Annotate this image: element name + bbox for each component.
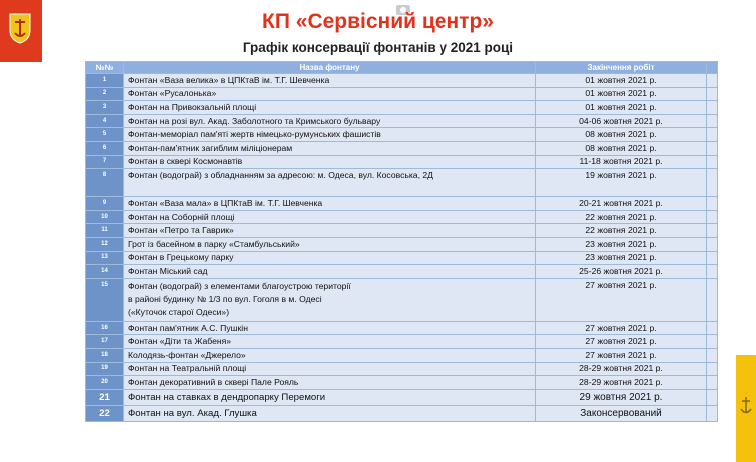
row-name: Фонтан-меморіал пам'яті жертв німецько-румунських фашистів <box>124 128 536 142</box>
row-filler <box>707 389 718 405</box>
table-row <box>86 278 718 321</box>
row-num: 21 <box>86 389 124 405</box>
row-name: Фонтан в Грецькому парку <box>124 251 536 265</box>
row-name: Фонтан «Русалонька» <box>124 87 536 101</box>
row-date: 19 жовтня 2021 р. <box>536 169 707 197</box>
header-date: Закінчення робіт <box>536 62 707 74</box>
row-date: 08 жовтня 2021 р. <box>536 141 707 155</box>
row-filler <box>707 210 718 224</box>
row-date: 01 жовтня 2021 р. <box>536 101 707 115</box>
table-row <box>86 389 718 405</box>
table-row <box>86 101 718 115</box>
row-num: 7 <box>86 155 124 169</box>
row-filler <box>707 155 718 169</box>
table-row <box>86 265 718 279</box>
row-date: 01 жовтня 2021 р. <box>536 87 707 101</box>
row-num: 13 <box>86 251 124 265</box>
table-row <box>86 362 718 376</box>
row-date: 01 жовтня 2021 р. <box>536 74 707 88</box>
row-date: 04-06 жовтня 2021 р. <box>536 114 707 128</box>
row-num: 14 <box>86 265 124 279</box>
fountain-schedule-table <box>85 61 717 422</box>
row-num: 18 <box>86 348 124 362</box>
row-date: 27 жовтня 2021 р. <box>536 321 707 335</box>
row-name: Фонтан-пам'ятник загиблим міліціонерам <box>124 141 536 155</box>
row-filler <box>707 87 718 101</box>
row-date: 11-18 жовтня 2021 р. <box>536 155 707 169</box>
row-filler <box>707 265 718 279</box>
row-date: 29 жовтня 2021 р. <box>536 389 707 405</box>
page-title: КП «Сервісний центр» <box>262 10 494 33</box>
table-row <box>86 237 718 251</box>
row-name-line: («Куточок старої Одеси») <box>128 306 230 317</box>
table-row <box>86 405 718 421</box>
row-name: Фонтан «Петро та Гаврик» <box>124 224 536 238</box>
row-filler <box>707 128 718 142</box>
row-num: 4 <box>86 114 124 128</box>
row-name: Фонтан (водограй) з обладнанням за адресою: м. Одеса, вул. Косовська, 2Д <box>124 169 536 197</box>
anchor-emblem-icon <box>739 395 753 417</box>
row-num: 8 <box>86 169 124 197</box>
row-name: Фонтан «Ваза велика» в ЦПКтаВ ім. Т.Г. Шевченка <box>124 74 536 88</box>
row-num: 22 <box>86 405 124 421</box>
row-date: 23 жовтня 2021 р. <box>536 251 707 265</box>
page-subtitle: Графік консервації фонтанів у 2021 році <box>242 40 514 55</box>
row-date: 27 жовтня 2021 р. <box>536 335 707 349</box>
table-row <box>86 197 718 211</box>
row-name: Фонтан на розі вул. Акад. Заболотного та Кримського бульвару <box>124 114 536 128</box>
row-name: Фонтан на вул. Акад. Глушка <box>124 405 536 421</box>
table-header-row <box>86 62 718 74</box>
row-name: Фонтан на Театральній площі <box>124 362 536 376</box>
row-date: Законсервований <box>536 405 707 421</box>
row-filler <box>707 114 718 128</box>
row-num: 17 <box>86 335 124 349</box>
row-filler <box>707 197 718 211</box>
row-filler <box>707 141 718 155</box>
row-name: Фонтан на ставках в дендропарку Перемоги <box>124 389 536 405</box>
table-row <box>86 224 718 238</box>
row-num: 9 <box>86 197 124 211</box>
row-date: 20-21 жовтня 2021 р. <box>536 197 707 211</box>
row-num: 15 <box>86 278 124 321</box>
row-date: 22 жовтня 2021 р. <box>536 210 707 224</box>
table-row <box>86 169 718 197</box>
row-name: Фонтан в сквері Космонавтів <box>124 155 536 169</box>
header-num: №№ <box>86 62 124 74</box>
row-num: 1 <box>86 74 124 88</box>
row-filler <box>707 335 718 349</box>
row-name: Фонтан «Ваза мала» в ЦПКтаВ ім. Т.Г. Шевченка <box>124 197 536 211</box>
table-row <box>86 128 718 142</box>
row-filler <box>707 376 718 390</box>
row-num: 2 <box>86 87 124 101</box>
table-row <box>86 87 718 101</box>
row-filler <box>707 405 718 421</box>
row-filler <box>707 251 718 265</box>
row-date: 22 жовтня 2021 р. <box>536 224 707 238</box>
row-name: Фонтан «Діти та Жабеня» <box>124 335 536 349</box>
row-name: Фонтан Міський сад <box>124 265 536 279</box>
row-filler <box>707 224 718 238</box>
table-row <box>86 155 718 169</box>
table-row <box>86 376 718 390</box>
row-name: Фонтан на Соборній площі <box>124 210 536 224</box>
table-row <box>86 74 718 88</box>
row-date: 27 жовтня 2021 р. <box>536 278 707 321</box>
table-row <box>86 335 718 349</box>
row-date: 25-26 жовтня 2021 р. <box>536 265 707 279</box>
row-num: 5 <box>86 128 124 142</box>
row-filler <box>707 321 718 335</box>
row-filler <box>707 348 718 362</box>
row-date: 28-29 жовтня 2021 р. <box>536 362 707 376</box>
row-num: 16 <box>86 321 124 335</box>
row-date: 23 жовтня 2021 р. <box>536 237 707 251</box>
row-num: 12 <box>86 237 124 251</box>
row-name: Фонтан на Привокзальній площі <box>124 101 536 115</box>
table-row <box>86 210 718 224</box>
row-filler <box>707 101 718 115</box>
row-name-multiline <box>124 278 536 321</box>
row-name-line: Фонтан (водограй) з елементами благоустрою території <box>128 280 351 291</box>
table-row <box>86 251 718 265</box>
row-num: 10 <box>86 210 124 224</box>
row-date: 28-29 жовтня 2021 р. <box>536 376 707 390</box>
right-brand-bar <box>736 355 756 462</box>
table-row <box>86 114 718 128</box>
row-name: Фонтан декоративний в сквері Пале Рояль <box>124 376 536 390</box>
row-date: 27 жовтня 2021 р. <box>536 348 707 362</box>
row-num: 20 <box>86 376 124 390</box>
row-name: Грот із басейном в парку «Стамбульський» <box>124 237 536 251</box>
row-num: 19 <box>86 362 124 376</box>
row-filler <box>707 74 718 88</box>
row-name: Колодязь-фонтан «Джерело» <box>124 348 536 362</box>
header-name: Назва фонтану <box>124 62 536 74</box>
row-filler <box>707 278 718 321</box>
row-num: 6 <box>86 141 124 155</box>
row-name: Фонтан пам'ятник А.С. Пушкін <box>124 321 536 335</box>
row-date: 08 жовтня 2021 р. <box>536 128 707 142</box>
table-row <box>86 321 718 335</box>
table-row <box>86 348 718 362</box>
row-num: 11 <box>86 224 124 238</box>
table-row <box>86 141 718 155</box>
row-name-line: в районі будинку № 1/3 по вул. Гоголя в м. Одесі <box>128 293 322 304</box>
header-filler <box>707 62 718 74</box>
row-filler <box>707 362 718 376</box>
row-filler <box>707 237 718 251</box>
row-filler <box>707 169 718 197</box>
row-num: 3 <box>86 101 124 115</box>
